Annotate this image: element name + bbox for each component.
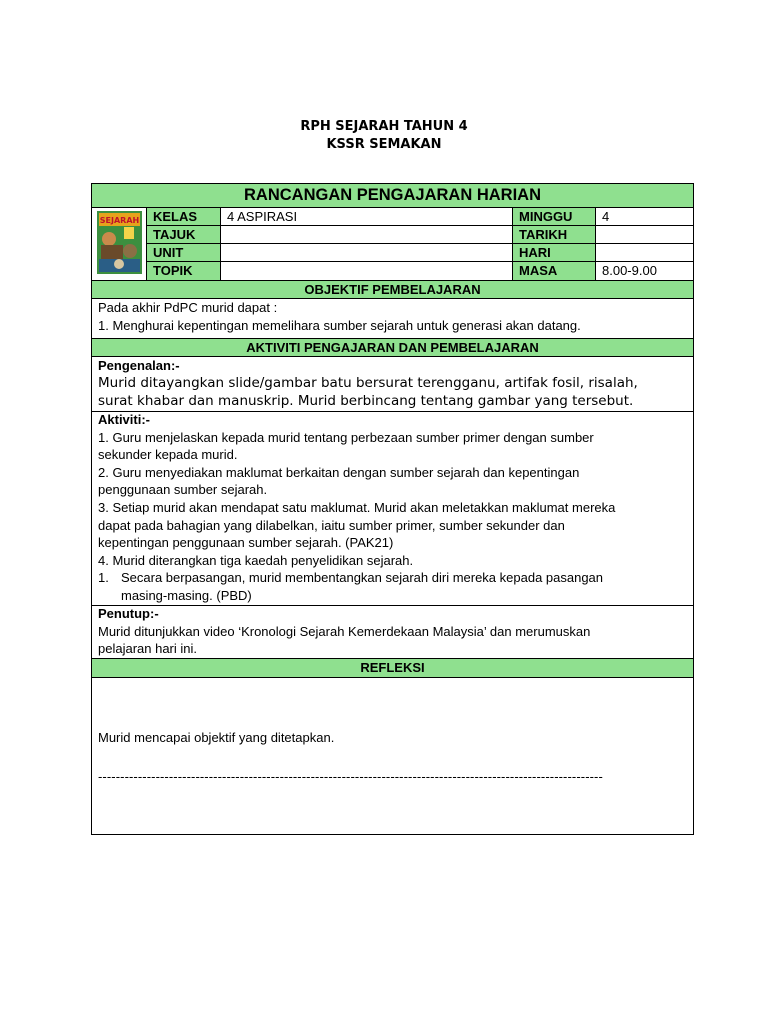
lesson-plan-table — [91, 183, 694, 835]
minggu-label: MINGGU — [512, 208, 595, 225]
tajuk-value — [220, 226, 512, 243]
topik-value — [220, 262, 512, 280]
penutup-line: pelajaran hari ini. — [98, 641, 198, 657]
refleksi-text: Murid mencapai objektif yang ditetapkan. — [98, 730, 335, 745]
document-title: RPH SEJARAH TAHUN 4 — [300, 119, 468, 134]
tarikh-label: TARIKH — [512, 226, 595, 243]
aktiviti-line: 1. Guru menjelaskan kepada murid tentang perbezaan sumber primer dengan sumber — [98, 429, 594, 445]
kelas-value: 4 ASPIRASI — [220, 208, 512, 225]
aktiviti-line: 3. Setiap murid akan mendapat satu maklumat. Murid akan meletakkan maklumat mereka — [98, 499, 616, 515]
cover-title-text: SEJARAH — [99, 216, 140, 225]
aktiviti-sub-item — [98, 569, 687, 604]
pengenalan-line: Murid ditayangkan slide/gambar batu bersurat terengganu, artifak fosil, risalah, — [98, 375, 638, 391]
aktiviti-line: 2. Guru menyediakan maklumat berkaitan dengan sumber sejarah dan kepentingan — [98, 464, 580, 480]
penutup-line: Murid ditunjukkan video ‘Kronologi Sejarah Kemerdekaan Malaysia’ dan merumuskan — [98, 623, 591, 639]
refleksi-heading: REFLEKSI — [92, 659, 693, 677]
minggu-value: 4 — [595, 208, 693, 225]
aktiviti-sub-line: Secara berpasangan, murid membentangkan sejarah diri mereka kepada pasangan — [121, 570, 604, 586]
topik-label: TOPIK — [146, 262, 220, 280]
aktiviti-sub-line: masing-masing. (PBD) — [121, 587, 252, 603]
tarikh-value — [595, 226, 693, 243]
objektif-line: Pada akhir PdPC murid dapat : — [98, 300, 278, 315]
aktiviti-line: penggunaan sumber sejarah. — [98, 482, 268, 498]
objektif-heading: OBJEKTIF PEMBELAJARAN — [92, 281, 693, 298]
pengenalan-line: surat khabar dan manuskrip. Murid berbincang tentang gambar yang tersebut. — [98, 393, 634, 409]
masa-label: MASA — [512, 262, 595, 280]
tajuk-label: TAJUK — [146, 226, 220, 243]
hari-label: HARI — [512, 244, 595, 261]
aktiviti-line: dapat pada bahagian yang dilabelkan, iaitu sumber primer, sumber sekunder dan — [98, 517, 565, 533]
aktiviti-sub-number: 1. — [98, 570, 109, 586]
unit-value — [220, 244, 512, 261]
document-subtitle: KSSR SEMAKAN — [326, 137, 442, 152]
main-heading: RANCANGAN PENGAJARAN HARIAN — [92, 184, 693, 207]
refleksi-dashes: ------------------------------------------------------------------------------------------------------------------ — [98, 769, 603, 784]
hari-value — [595, 244, 693, 261]
pengenalan-label: Pengenalan:- — [98, 358, 180, 373]
aktiviti-heading: AKTIVITI PENGAJARAN DAN PEMBELAJARAN — [92, 339, 693, 356]
aktiviti-section — [98, 411, 687, 605]
aktiviti-line: 4. Murid diterangkan tiga kaedah penyelidikan sejarah. — [98, 552, 414, 568]
penutup-label: Penutup:- — [98, 606, 159, 621]
aktiviti-line: sekunder kepada murid. — [98, 447, 238, 463]
kelas-label: KELAS — [146, 208, 220, 225]
textbook-cover-image — [97, 211, 142, 274]
pengenalan-section — [98, 357, 687, 410]
penutup-section — [98, 605, 687, 658]
masa-value: 8.00-9.00 — [595, 262, 693, 280]
aktiviti-line: kepentingan penggunaan sumber sejarah. (PAK21) — [98, 535, 394, 551]
objektif-line: 1. Menghurai kepentingan memelihara sumber sejarah untuk generasi akan datang. — [98, 317, 581, 333]
unit-label: UNIT — [146, 244, 220, 261]
aktiviti-label: Aktiviti:- — [98, 412, 150, 427]
objektif-text — [98, 299, 687, 334]
